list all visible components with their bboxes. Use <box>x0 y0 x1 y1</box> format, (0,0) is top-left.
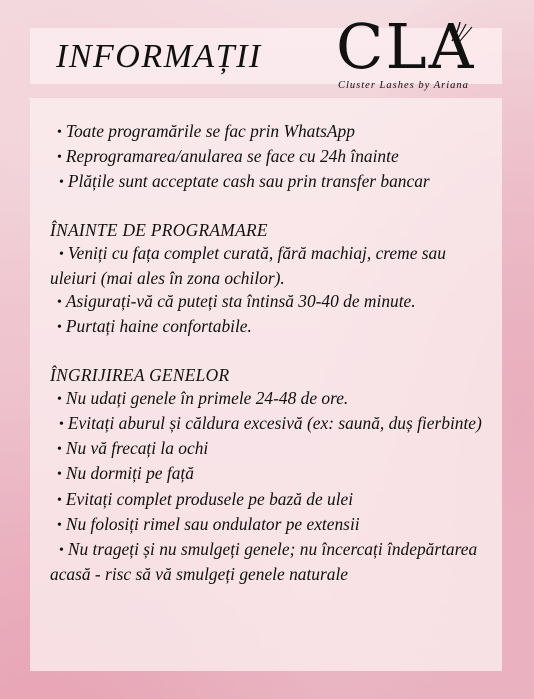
list-item: • Purtați haine confortabile. <box>57 316 252 337</box>
list-item: • Evitați aburul și căldura excesivă (ex: saună, duș fierbinte) <box>59 413 482 434</box>
bullet-icon: • <box>59 175 64 191</box>
list-item: • Plățile sunt acceptate cash sau prin transfer bancar <box>59 171 430 192</box>
bullet-icon: • <box>57 492 62 508</box>
section-before-appointment <box>50 219 490 341</box>
bullet-icon: • <box>57 295 62 311</box>
bullet-icon: • <box>57 391 62 407</box>
section-general <box>50 120 490 196</box>
bullet-icon: • <box>57 320 62 336</box>
bullet-icon: • <box>57 150 62 166</box>
section-heading: ÎNGRIJIREA GENELOR <box>50 364 230 385</box>
list-item: • Nu dormiți pe față <box>57 463 194 484</box>
page-title: INFORMAȚII <box>56 38 262 75</box>
list-item: • Evitați complet produsele pe bază de ulei <box>57 488 354 509</box>
list-item: • Nu trageți și nu smulgeți genele; nu încercați îndepărtarea acasă - risc să vă smulgeți genele naturale <box>50 539 478 585</box>
bullet-icon: • <box>59 417 64 433</box>
list-item: • Nu folosiți rimel sau ondulator pe extensii <box>57 513 360 534</box>
brand-logo <box>336 10 506 96</box>
list-item: • Veniți cu fața complet curată, fără machiaj, creme sau uleiuri (mai ales în zona ochilor). <box>50 242 446 289</box>
list-item: • Reprogramarea/anularea se face cu 24h înainte <box>57 146 399 167</box>
list-item: • Toate programările se fac prin WhatsApp <box>57 121 355 141</box>
bullet-icon: • <box>57 125 62 140</box>
bullet-icon: • <box>57 517 62 533</box>
list-item: • Nu udați genele în primele 24-48 de ore. <box>57 387 349 408</box>
section-lash-care <box>50 364 490 587</box>
eyelash-icon <box>448 20 478 42</box>
list-item: • Nu vă frecați la ochi <box>57 438 209 459</box>
info-content <box>50 120 490 586</box>
section-heading: ÎNAINTE DE PROGRAMARE <box>50 219 268 240</box>
logo-letters: CLA <box>336 10 476 83</box>
bullet-icon: • <box>57 442 62 458</box>
list-item: • Asigurați-vă că puteți sta întinsă 30-40 de minute. <box>57 291 416 312</box>
bullet-icon: • <box>57 467 62 483</box>
bullet-icon: • <box>59 246 64 262</box>
logo-tagline: Cluster Lashes by Ariana <box>338 80 469 91</box>
bullet-icon: • <box>59 543 64 559</box>
